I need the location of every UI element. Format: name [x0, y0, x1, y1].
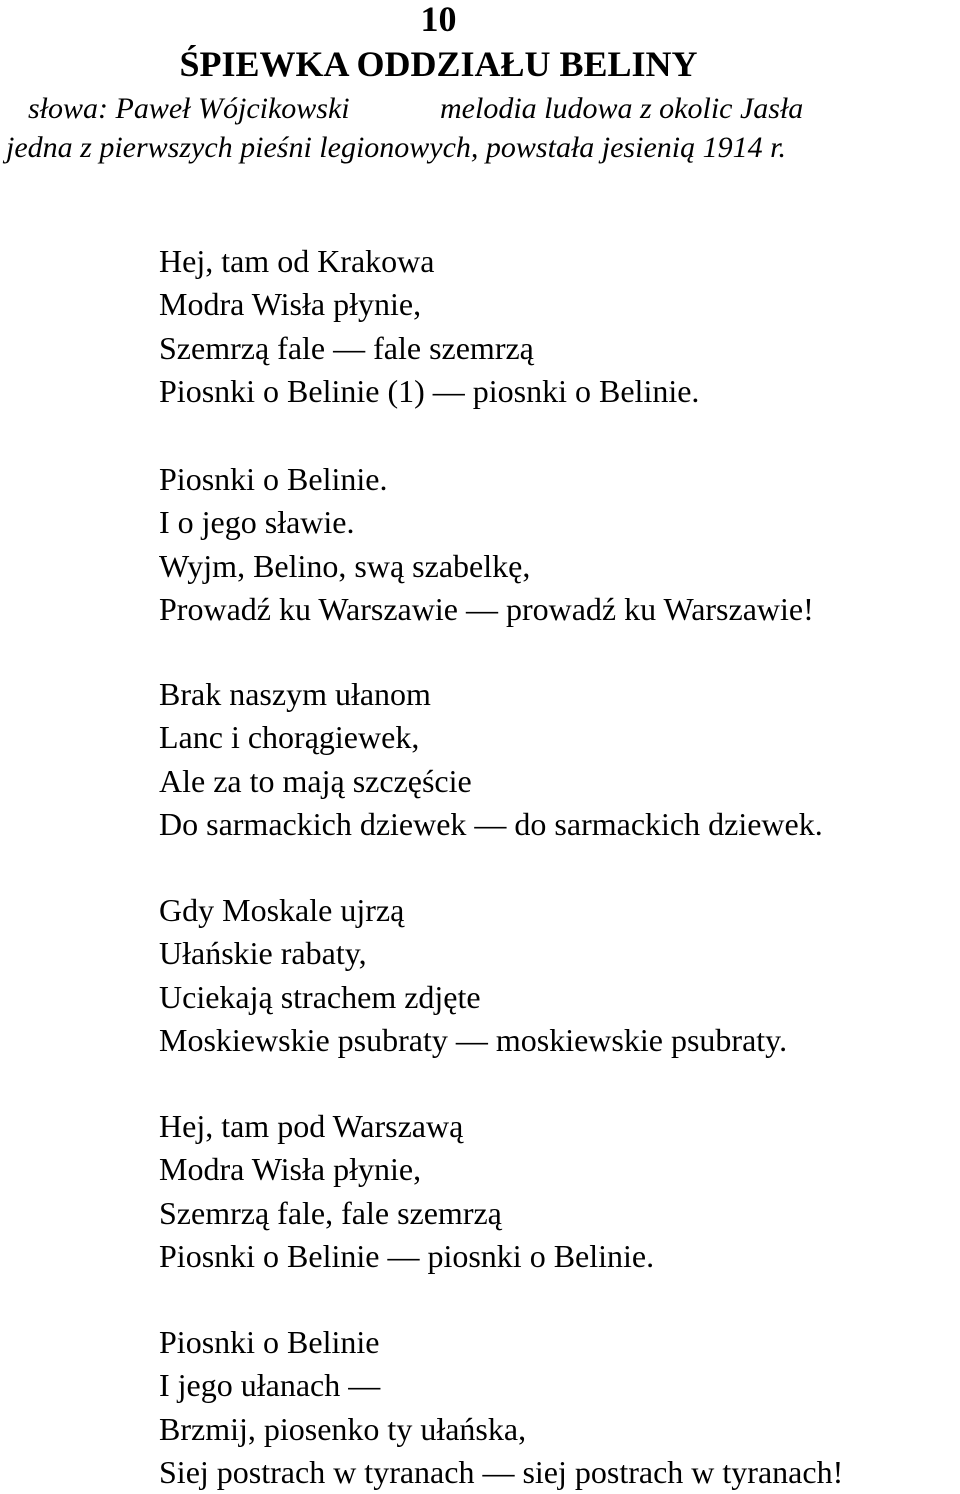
stanza-4 — [159, 889, 959, 1062]
lyric-line: Modra Wisła płynie, — [159, 1151, 422, 1188]
song-number: 10 — [420, 0, 457, 39]
lyric-line: Szemrzą fale, fale szemrzą — [159, 1194, 502, 1231]
lyric-line: Prowadź ku Warszawie — prowadź ku Warszawie! — [159, 590, 814, 627]
lyric-line: Hej, tam od Krakowa — [159, 243, 435, 279]
lyric-line: I jego ułanach — — [159, 1367, 381, 1404]
lyric-line: Piosnki o Belinie — [159, 1324, 380, 1360]
stanza-2 — [159, 458, 959, 631]
lyric-line: Hej, tam pod Warszawą — [159, 1108, 464, 1144]
lyric-line: Brak naszym ułanom — [159, 676, 431, 712]
lyric-line: Uciekają strachem zdjęte — [159, 978, 481, 1015]
stanza-1 — [159, 240, 959, 413]
lyric-line: Piosnki o Belinie — piosnki o Belinie. — [159, 1237, 655, 1274]
lyric-line: I o jego sławie. — [159, 504, 355, 541]
lyric-line: Ale za to mają szczęście — [159, 762, 472, 799]
lyric-line: Wyjm, Belino, swą szabelkę, — [159, 547, 531, 584]
stanza-3 — [159, 673, 959, 846]
lyric-line: Moskiewskie psubraty — moskiewskie psubraty. — [159, 1021, 788, 1058]
melody-source: melodia ludowa z okolic Jasła — [440, 92, 804, 125]
song-origin-note: jedna z pierwszych pieśni legionowych, powstała jesienią 1914 r. — [6, 131, 786, 164]
lyric-line: Ułańskie rabaty, — [159, 935, 367, 972]
lyric-line: Piosnki o Belinie (1) — piosnki o Belinie. — [159, 372, 700, 409]
lyric-line: Siej postrach w tyranach — siej postrach w tyranach! — [159, 1453, 844, 1490]
song-title: ŚPIEWKA ODDZIAŁU BELINY — [179, 44, 698, 84]
lyrics-author: słowa: Paweł Wójcikowski — [28, 92, 350, 125]
stanza-5 — [159, 1105, 959, 1278]
lyric-line: Szemrzą fale — fale szemrzą — [159, 329, 534, 366]
lyric-line: Piosnki o Belinie. — [159, 461, 388, 497]
lyric-line: Lanc i chorągiewek, — [159, 719, 420, 756]
lyric-line: Brzmij, piosenko ty ułańska, — [159, 1410, 527, 1447]
stanza-6 — [159, 1321, 959, 1494]
lyric-line: Gdy Moskale ujrzą — [159, 892, 405, 928]
lyric-line: Modra Wisła płynie, — [159, 286, 422, 323]
lyric-line: Do sarmackich dziewek — do sarmackich dziewek. — [159, 805, 823, 842]
